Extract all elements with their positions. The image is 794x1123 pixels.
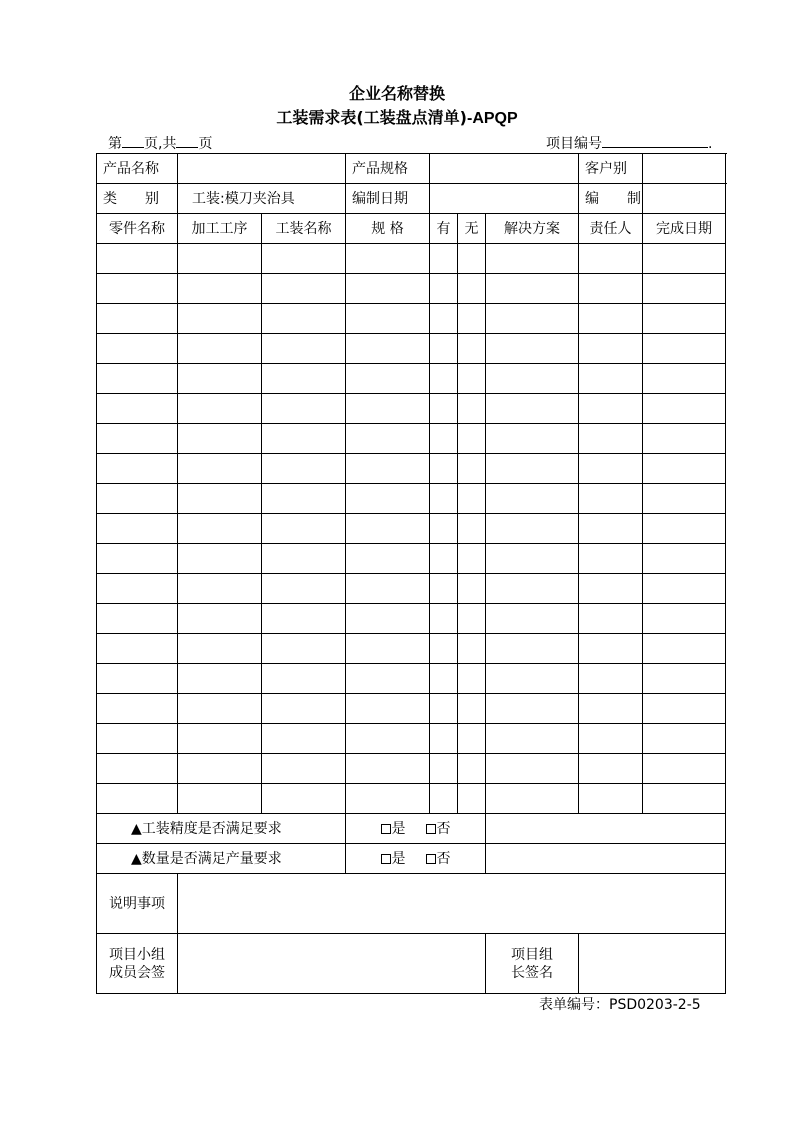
check-options-precision: [346, 814, 486, 844]
table-cell[interactable]: [178, 244, 262, 274]
table-cell[interactable]: [346, 754, 430, 784]
table-cell[interactable]: [97, 454, 178, 484]
table-cell[interactable]: [262, 604, 346, 634]
table-row: [97, 244, 726, 274]
team-label-line2: 成员会签: [109, 964, 165, 981]
current-page-blank[interactable]: [122, 132, 144, 148]
table-row: [97, 454, 726, 484]
table-cell[interactable]: [346, 544, 430, 574]
table-cell[interactable]: [579, 334, 643, 364]
col-none: 无: [458, 214, 486, 244]
table-cell[interactable]: [643, 784, 726, 814]
table-cell[interactable]: [178, 484, 262, 514]
table-cell[interactable]: [97, 634, 178, 664]
table-cell[interactable]: [643, 274, 726, 304]
leader-label-line2: 长签名: [511, 964, 553, 981]
col-owner: 责任人: [579, 214, 643, 244]
table-cell[interactable]: [430, 244, 458, 274]
table-cell[interactable]: [178, 394, 262, 424]
table-cell[interactable]: [97, 364, 178, 394]
leader-label-line1: 项目组: [511, 946, 553, 963]
table-cell[interactable]: [346, 304, 430, 334]
table-cell[interactable]: [346, 634, 430, 664]
table-cell[interactable]: [458, 544, 486, 574]
table-cell[interactable]: [262, 304, 346, 334]
table-cell[interactable]: [430, 724, 458, 754]
form-title-cn: 工装需求表(工装盘点清单): [276, 108, 467, 127]
table-cell[interactable]: [346, 784, 430, 814]
table-cell[interactable]: [643, 724, 726, 754]
table-cell[interactable]: [486, 754, 579, 784]
table-cell[interactable]: [346, 334, 430, 364]
table-cell[interactable]: [262, 664, 346, 694]
category-value: 工装:模刀夹治具: [178, 184, 346, 214]
check-question-quantity: ▲数量是否满足产量要求: [97, 844, 346, 874]
table-cell[interactable]: [430, 394, 458, 424]
table-cell[interactable]: [178, 604, 262, 634]
table-cell[interactable]: [97, 244, 178, 274]
table-cell[interactable]: [430, 304, 458, 334]
table-cell[interactable]: [486, 484, 579, 514]
table-row: [97, 544, 726, 574]
table-cell[interactable]: [643, 754, 726, 784]
table-cell[interactable]: [458, 304, 486, 334]
table-cell[interactable]: [346, 514, 430, 544]
no-checkbox[interactable]: [426, 854, 436, 864]
table-cell[interactable]: [486, 244, 579, 274]
table-cell[interactable]: [486, 574, 579, 604]
table-cell[interactable]: [346, 454, 430, 484]
table-cell[interactable]: [486, 634, 579, 664]
table-cell[interactable]: [643, 484, 726, 514]
table-cell[interactable]: [262, 514, 346, 544]
table-row: [97, 604, 726, 634]
table-cell[interactable]: [486, 394, 579, 424]
table-cell[interactable]: [178, 754, 262, 784]
table-row: [97, 484, 726, 514]
table-cell[interactable]: [486, 304, 579, 334]
table-cell[interactable]: [579, 754, 643, 784]
product-name-field[interactable]: [178, 154, 346, 184]
compile-date-field[interactable]: [430, 184, 579, 214]
table-cell[interactable]: [262, 244, 346, 274]
table-cell[interactable]: [178, 334, 262, 364]
table-cell[interactable]: [579, 634, 643, 664]
check-options-quantity: [346, 844, 486, 874]
table-cell[interactable]: [579, 544, 643, 574]
table-cell[interactable]: [643, 334, 726, 364]
page-suffix: 页: [198, 136, 213, 152]
table-cell[interactable]: [486, 724, 579, 754]
table-cell[interactable]: [97, 334, 178, 364]
table-cell[interactable]: [643, 244, 726, 274]
table-cell[interactable]: [579, 484, 643, 514]
page-indicator: [108, 132, 212, 154]
project-number-end: .: [708, 136, 713, 152]
table-cell[interactable]: [579, 604, 643, 634]
col-part-name: 零件名称: [97, 214, 178, 244]
form-title: [0, 108, 794, 129]
table-cell[interactable]: [346, 424, 430, 454]
product-name-label: 产品名称: [97, 154, 178, 184]
table-cell[interactable]: [643, 304, 726, 334]
check-blank-quantity[interactable]: [486, 844, 726, 874]
table-cell[interactable]: [643, 694, 726, 724]
category-label: 类 别: [97, 184, 178, 214]
table-row: [97, 724, 726, 754]
table-row: [97, 394, 726, 424]
form-title-suffix: -APQP: [466, 110, 518, 127]
col-due-date: 完成日期: [643, 214, 726, 244]
table-cell[interactable]: [579, 724, 643, 754]
table-cell[interactable]: [643, 514, 726, 544]
table-cell[interactable]: [458, 784, 486, 814]
no-label: 否: [436, 820, 451, 837]
table-cell[interactable]: [178, 634, 262, 664]
table-cell[interactable]: [643, 544, 726, 574]
table-cell[interactable]: [486, 544, 579, 574]
notes-label: 说明事项: [97, 874, 178, 934]
compiler-field[interactable]: [643, 184, 726, 214]
table-cell[interactable]: [430, 484, 458, 514]
table-cell[interactable]: [643, 424, 726, 454]
table-cell[interactable]: [430, 574, 458, 604]
table-cell[interactable]: [178, 784, 262, 814]
table-cell[interactable]: [643, 574, 726, 604]
table-cell[interactable]: [458, 574, 486, 604]
table-row: [97, 664, 726, 694]
total-pages-blank[interactable]: [176, 132, 198, 148]
table-cell[interactable]: [97, 484, 178, 514]
table-cell[interactable]: [97, 424, 178, 454]
table-cell[interactable]: [262, 634, 346, 664]
table-cell[interactable]: [178, 304, 262, 334]
table-cell[interactable]: [430, 364, 458, 394]
table-row: [97, 514, 726, 544]
table-cell[interactable]: [486, 664, 579, 694]
table-cell[interactable]: [458, 334, 486, 364]
table-cell[interactable]: [486, 604, 579, 634]
table-cell[interactable]: [262, 694, 346, 724]
table-cell[interactable]: [262, 724, 346, 754]
yes-checkbox[interactable]: [381, 824, 391, 834]
table-cell[interactable]: [430, 424, 458, 454]
notes-field[interactable]: [178, 874, 726, 934]
customer-field[interactable]: [643, 154, 726, 184]
table-cell[interactable]: [579, 664, 643, 694]
table-cell[interactable]: [430, 544, 458, 574]
company-name: 企业名称替换: [348, 84, 445, 103]
table-cell[interactable]: [643, 664, 726, 694]
table-cell[interactable]: [458, 604, 486, 634]
table-row: [97, 694, 726, 724]
table-row: [97, 574, 726, 604]
table-cell[interactable]: [430, 334, 458, 364]
table-cell[interactable]: [458, 484, 486, 514]
page-mid: 页,共: [144, 136, 177, 152]
info-row-2: [97, 184, 726, 214]
table-cell[interactable]: [97, 274, 178, 304]
check-row-precision: [97, 814, 726, 844]
page-prefix: 第: [108, 136, 122, 152]
table-cell[interactable]: [486, 784, 579, 814]
no-checkbox[interactable]: [426, 824, 436, 834]
table-cell[interactable]: [346, 244, 430, 274]
check-question-precision: ▲工装精度是否满足要求: [97, 814, 346, 844]
table-cell[interactable]: [579, 244, 643, 274]
table-cell[interactable]: [262, 424, 346, 454]
table-cell[interactable]: [486, 694, 579, 724]
column-header-row: [97, 214, 726, 244]
table-cell[interactable]: [458, 454, 486, 484]
leader-signature-label: [486, 934, 579, 994]
table-row: [97, 634, 726, 664]
table-cell[interactable]: [346, 724, 430, 754]
table-cell[interactable]: [262, 334, 346, 364]
project-number-blank[interactable]: [602, 132, 708, 148]
signature-row: [97, 934, 726, 994]
table-cell[interactable]: [262, 784, 346, 814]
col-tool-name: 工装名称: [262, 214, 346, 244]
table-cell[interactable]: [458, 364, 486, 394]
table-cell[interactable]: [486, 514, 579, 544]
table-row: [97, 304, 726, 334]
table-cell[interactable]: [262, 364, 346, 394]
table-cell[interactable]: [486, 454, 579, 484]
table-cell[interactable]: [346, 694, 430, 724]
table-cell[interactable]: [178, 454, 262, 484]
table-cell[interactable]: [643, 364, 726, 394]
project-number: [546, 132, 712, 154]
table-cell[interactable]: [262, 394, 346, 424]
table-cell[interactable]: [430, 274, 458, 304]
yes-label: 是: [391, 820, 406, 837]
table-cell[interactable]: [430, 514, 458, 544]
col-have: 有: [430, 214, 458, 244]
check-blank-precision[interactable]: [486, 814, 726, 844]
table-cell[interactable]: [346, 574, 430, 604]
table-cell[interactable]: [262, 754, 346, 784]
table-cell[interactable]: [430, 694, 458, 724]
table-cell[interactable]: [97, 754, 178, 784]
table-cell[interactable]: [97, 694, 178, 724]
team-label-line1: 项目小组: [109, 946, 165, 963]
info-row-1: [97, 154, 726, 184]
table-cell[interactable]: [178, 664, 262, 694]
table-cell[interactable]: [458, 664, 486, 694]
customer-label: 客户别: [579, 154, 643, 184]
table-cell[interactable]: [97, 664, 178, 694]
project-number-label: 项目编号: [546, 136, 602, 152]
table-row: [97, 364, 726, 394]
col-solution: 解决方案: [486, 214, 579, 244]
table-cell[interactable]: [178, 694, 262, 724]
table-cell[interactable]: [458, 424, 486, 454]
table-cell[interactable]: [97, 394, 178, 424]
table-cell[interactable]: [262, 544, 346, 574]
table-cell[interactable]: [97, 304, 178, 334]
table-cell[interactable]: [346, 484, 430, 514]
table-cell[interactable]: [458, 274, 486, 304]
table-cell[interactable]: [346, 394, 430, 424]
table-cell[interactable]: [579, 784, 643, 814]
table-cell[interactable]: [346, 664, 430, 694]
table-cell[interactable]: [486, 334, 579, 364]
table-row: [97, 784, 726, 814]
table-cell[interactable]: [262, 274, 346, 304]
compiler-label: 编 制: [579, 184, 643, 214]
table-cell[interactable]: [178, 274, 262, 304]
table-cell[interactable]: [178, 424, 262, 454]
table-cell[interactable]: [486, 274, 579, 304]
table-cell[interactable]: [262, 574, 346, 604]
table-cell[interactable]: [579, 514, 643, 544]
notes-row: [97, 874, 726, 934]
col-process: 加工工序: [178, 214, 262, 244]
table-cell[interactable]: [579, 424, 643, 454]
product-spec-field[interactable]: [430, 154, 579, 184]
table-cell[interactable]: [178, 544, 262, 574]
table-cell[interactable]: [346, 364, 430, 394]
compile-date-label: 编制日期: [346, 184, 430, 214]
product-spec-label: 产品规格: [346, 154, 430, 184]
table-cell[interactable]: [643, 634, 726, 664]
table-cell[interactable]: [97, 544, 178, 574]
table-cell[interactable]: [262, 454, 346, 484]
table-cell[interactable]: [97, 784, 178, 814]
table-cell[interactable]: [178, 574, 262, 604]
table-row: [97, 754, 726, 784]
table-cell[interactable]: [643, 394, 726, 424]
table-cell[interactable]: [579, 694, 643, 724]
table-row: [97, 334, 726, 364]
table-cell[interactable]: [430, 784, 458, 814]
yes-checkbox[interactable]: [381, 854, 391, 864]
table-cell[interactable]: [486, 364, 579, 394]
table-cell[interactable]: [458, 754, 486, 784]
form-number: 表单编号：PSD0203-2-5: [539, 997, 701, 1013]
yes-label: 是: [391, 850, 406, 867]
team-signature-field[interactable]: [178, 934, 486, 994]
table-cell[interactable]: [178, 364, 262, 394]
table-cell[interactable]: [97, 604, 178, 634]
col-spec: 规 格: [346, 214, 430, 244]
table-cell[interactable]: [178, 514, 262, 544]
table-cell[interactable]: [458, 694, 486, 724]
table-cell[interactable]: [97, 574, 178, 604]
no-label: 否: [436, 850, 451, 867]
table-cell[interactable]: [262, 484, 346, 514]
table-row: [97, 424, 726, 454]
table-cell[interactable]: [643, 454, 726, 484]
table-cell[interactable]: [458, 514, 486, 544]
table-cell[interactable]: [579, 394, 643, 424]
table-cell[interactable]: [97, 724, 178, 754]
table-cell[interactable]: [579, 574, 643, 604]
table-cell[interactable]: [178, 724, 262, 754]
table-cell[interactable]: [458, 724, 486, 754]
table-cell[interactable]: [430, 604, 458, 634]
table-cell[interactable]: [458, 394, 486, 424]
table-cell[interactable]: [579, 274, 643, 304]
check-row-quantity: [97, 844, 726, 874]
table-cell[interactable]: [579, 454, 643, 484]
table-cell[interactable]: [346, 604, 430, 634]
team-signature-label: [97, 934, 178, 994]
table-cell[interactable]: [97, 514, 178, 544]
leader-signature-field[interactable]: [579, 934, 726, 994]
table-cell[interactable]: [579, 364, 643, 394]
table-cell[interactable]: [430, 664, 458, 694]
table-cell[interactable]: [458, 634, 486, 664]
table-cell[interactable]: [430, 754, 458, 784]
table-row: [97, 274, 726, 304]
table-cell[interactable]: [430, 454, 458, 484]
table-cell[interactable]: [486, 424, 579, 454]
table-cell[interactable]: [643, 604, 726, 634]
table-cell[interactable]: [579, 304, 643, 334]
table-cell[interactable]: [458, 244, 486, 274]
table-cell[interactable]: [346, 274, 430, 304]
table-cell[interactable]: [430, 634, 458, 664]
requirement-table: [96, 153, 726, 994]
